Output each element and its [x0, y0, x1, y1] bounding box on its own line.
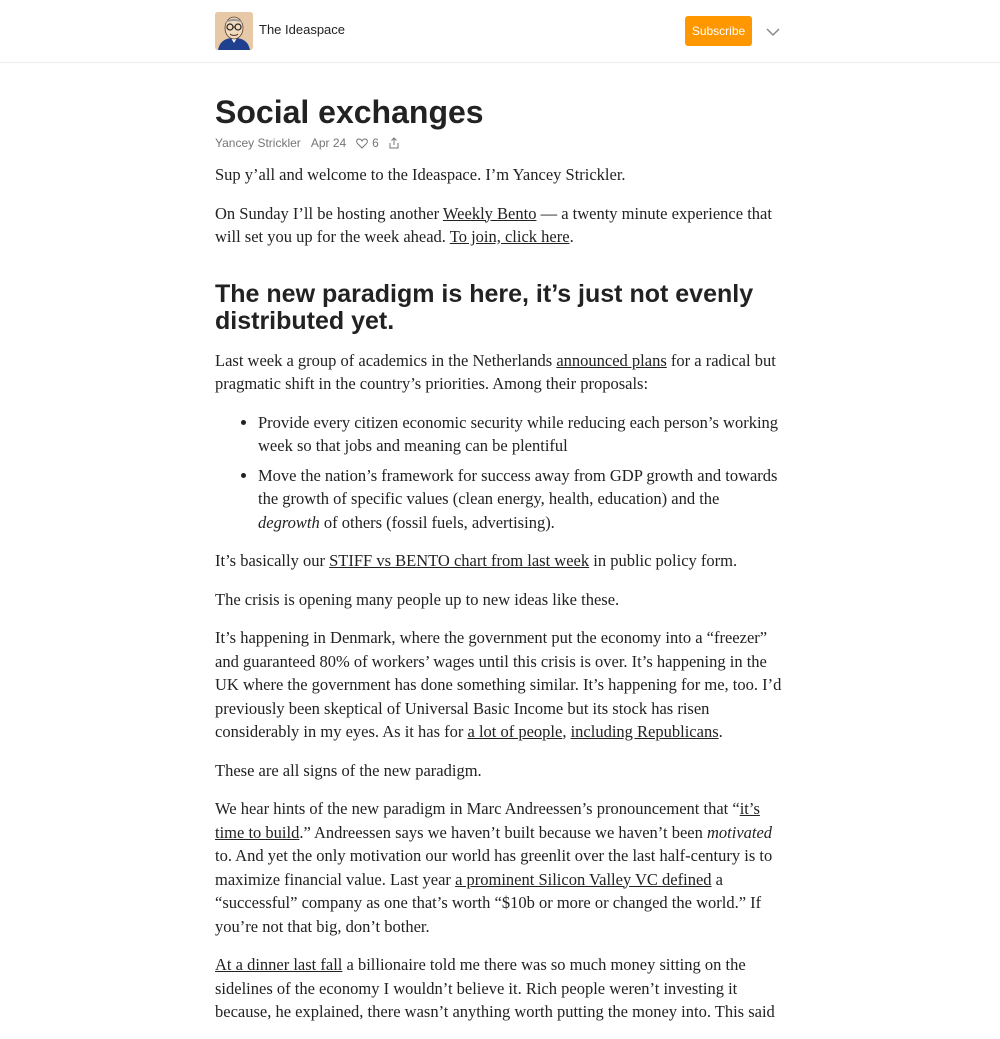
paragraph-text: a billionaire told me there was so much money sitting on the sidelines of the economy I wouldn’t believe it. Rich people weren’t investing it because, he explained, there wasn’t anything worth putting the money into. This said	[215, 955, 775, 1021]
share-button[interactable]	[389, 137, 399, 149]
paragraph	[215, 626, 785, 744]
paragraph-text: — a twenty minute experience that will set you up for the week ahead.	[215, 203, 772, 246]
dinner-last-fall-link[interactable]: At a dinner last fall	[215, 955, 343, 974]
paragraph	[215, 349, 785, 396]
paragraph-text: to. And yet the only motivation our world has greenlit over the last half-century is to maximize financial value. Last year	[215, 846, 773, 889]
a-lot-of-people-link[interactable]: a lot of people	[467, 722, 563, 741]
subscribe-button[interactable]: Subscribe	[685, 16, 752, 46]
publish-date: Apr 24	[310, 136, 347, 150]
article-title: Social exchanges	[215, 94, 484, 130]
like-button[interactable]	[356, 136, 379, 150]
announced-plans-link[interactable]: announced plans	[556, 350, 667, 370]
paragraph	[215, 549, 785, 573]
author-portrait-icon	[215, 12, 253, 50]
list-item	[258, 411, 785, 458]
weekly-bento-link[interactable]: Weekly Bento	[442, 203, 537, 223]
paragraph	[215, 797, 785, 938]
list-item-text: Move the nation’s framework for success away from GDP growth and towards the growth of specific values (clean energy, health, education) and the	[258, 465, 778, 508]
heart-icon	[356, 138, 368, 149]
paragraph	[215, 953, 785, 1024]
author-name[interactable]: Yancey Strickler	[215, 136, 301, 150]
paragraph	[215, 588, 785, 612]
share-icon	[389, 137, 399, 149]
paragraph-text: These are all signs of the new paradigm.	[215, 760, 482, 780]
article-body	[215, 163, 785, 1024]
paragraph-text: Last week a group of academics in the Netherlands	[215, 350, 557, 370]
paragraph-text: The crisis is opening many people up to new ideas like these.	[215, 589, 620, 609]
paragraph-text: for a radical but pragmatic shift in the country’s priorities. Among their proposals:	[215, 350, 776, 393]
paragraph-text: in public policy form.	[589, 551, 738, 570]
stiff-vs-bento-link[interactable]: STIFF vs BENTO chart from last week	[329, 551, 590, 570]
article-meta	[215, 135, 785, 151]
publication-name[interactable]: The Ideaspace	[259, 22, 346, 37]
paragraph-text: .	[569, 227, 574, 246]
list-item-text: Provide every citizen economic security while reducing each person’s working week so that jobs and meaning can be plentiful	[258, 412, 779, 455]
paragraph-text: It’s happening in Denmark, where the government put the economy into a “freezer” and guaranteed 80% of workers’ wages until this crisis is over. It’s happening in the UK where the government has done something similar. It’s happening for me, too. I’d previously been skeptical of Universal Basic Income but its stock has risen considerably in my eyes. As it has for	[215, 628, 782, 741]
paragraph-text: ,	[562, 722, 571, 741]
list-item	[258, 464, 785, 535]
emphasis-text: degrowth	[258, 512, 320, 532]
silicon-valley-vc-link[interactable]: a prominent Silicon Valley VC defined	[455, 869, 712, 889]
article	[215, 92, 785, 1039]
publication-avatar[interactable]	[215, 12, 253, 50]
paragraph-text: On Sunday I’ll be hosting another	[215, 203, 443, 223]
like-count: 6	[372, 136, 379, 150]
paragraph	[215, 759, 785, 783]
paragraph	[215, 202, 785, 249]
join-link[interactable]: To join, click here	[449, 227, 570, 246]
paragraph-text: Sup y’all and welcome to the Ideaspace. I’m Yancey Strickler.	[215, 165, 626, 184]
top-navigation-bar	[0, 0, 1000, 63]
time-to-build-link[interactable]: it’s time to build	[215, 799, 760, 842]
chevron-down-icon[interactable]	[765, 26, 781, 38]
paragraph-text: a “successful” company as one that’s worth “$10b or more or changed the world.” If you’re not that big, don’t bother.	[215, 869, 762, 936]
paragraph-text: We hear hints of the new paradigm in Marc Andreessen’s pronouncement that “	[215, 799, 740, 818]
emphasis-text: motivated	[706, 822, 773, 842]
section-heading: The new paradigm is here, it’s just not evenly distributed yet.	[215, 279, 754, 335]
list-item-text: of others (fossil fuels, advertising).	[319, 512, 555, 532]
including-republicans-link[interactable]: including Republicans	[570, 722, 719, 741]
proposal-list	[215, 411, 785, 535]
paragraph	[215, 163, 785, 187]
paragraph-text: .” Andreessen says we haven’t built because we haven’t been	[299, 822, 707, 842]
paragraph-text: .	[718, 722, 723, 741]
paragraph-text: It’s basically our	[215, 551, 330, 570]
